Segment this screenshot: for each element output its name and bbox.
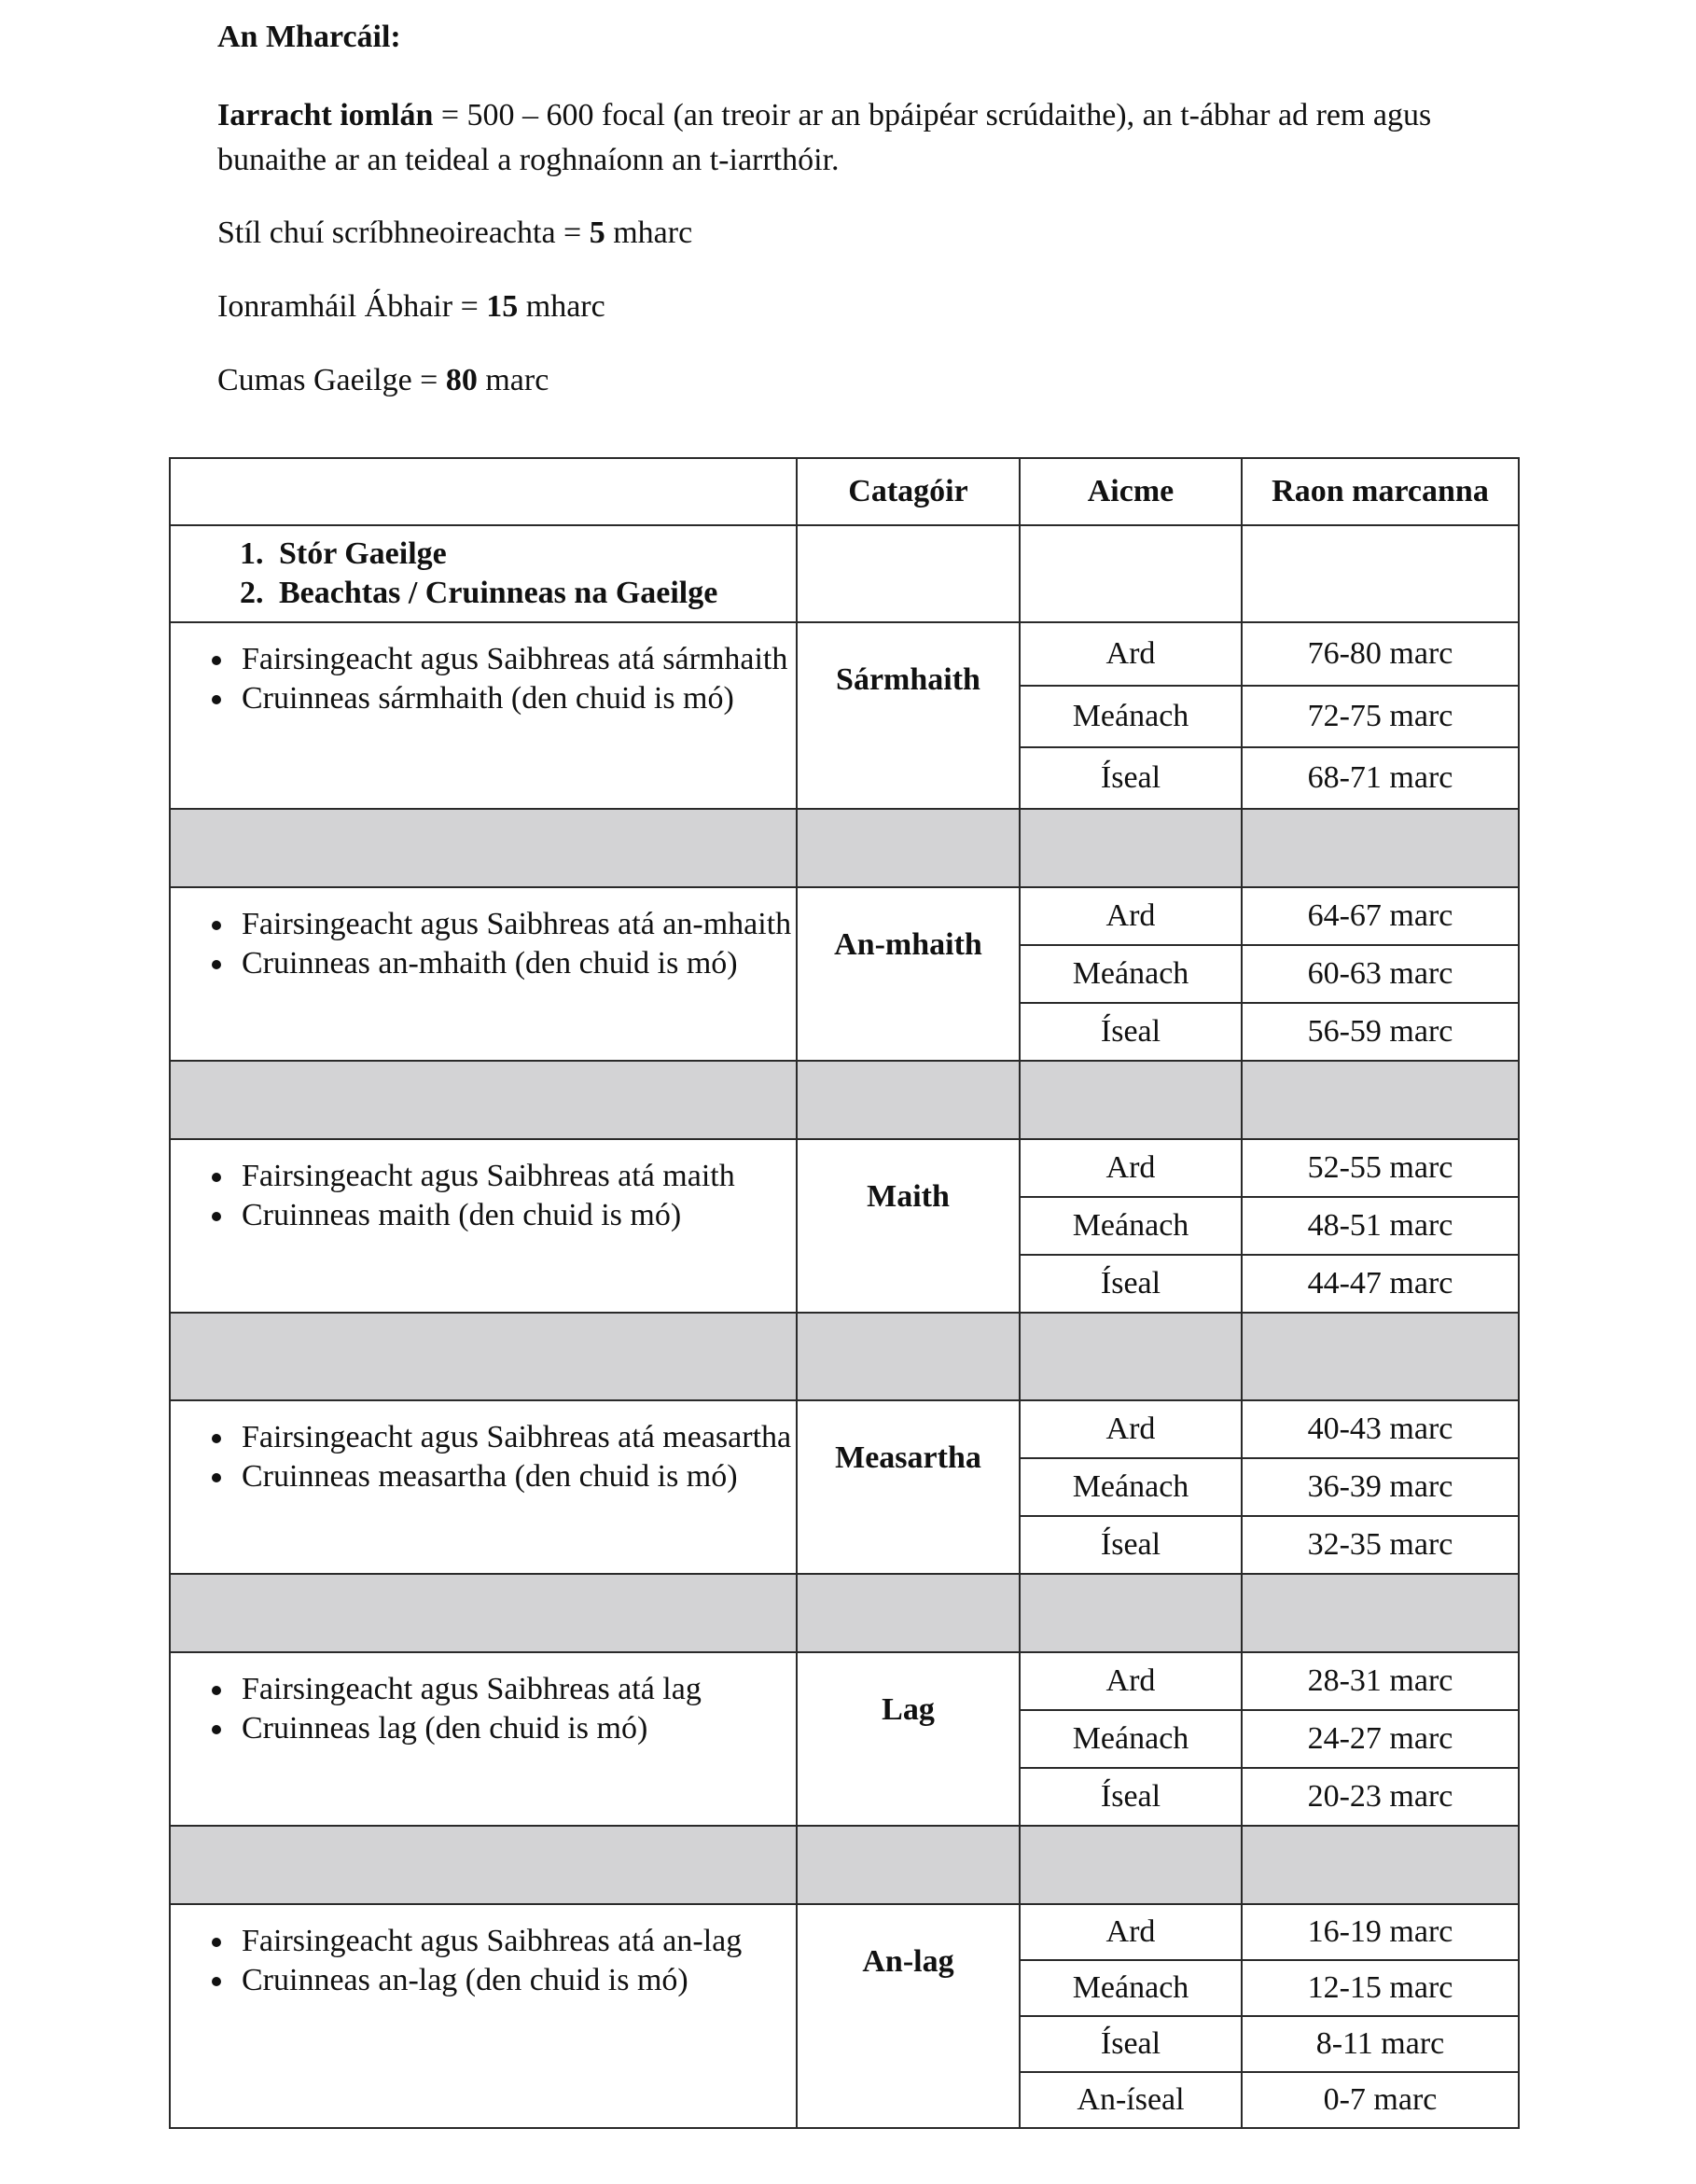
- category-bullet-list: [171, 1905, 796, 2000]
- aicme-cell: Íseal: [1020, 1003, 1242, 1061]
- table-header-row: [170, 458, 1519, 525]
- category-description-cell: [170, 1400, 797, 1574]
- separator-row: [170, 809, 1519, 887]
- category-name: An-lag: [797, 1904, 1020, 2128]
- raon-cell: 48-51 marc: [1242, 1197, 1519, 1255]
- raon-cell: 20-23 marc: [1242, 1768, 1519, 1826]
- separator-row: [170, 1826, 1519, 1904]
- separator-cell: [797, 1061, 1020, 1139]
- category-name: Measartha: [797, 1400, 1020, 1574]
- aicme-cell: Meánach: [1020, 945, 1242, 1003]
- category-bullet: • Cruinneas an-mhaith (den chuid is mó): [236, 944, 796, 983]
- category-description-cell: [170, 622, 797, 809]
- separator-cell: [170, 1313, 797, 1400]
- category-name: An-mhaith: [797, 887, 1020, 1061]
- criteria-row: [170, 525, 1519, 622]
- category-bullet-list: [171, 1140, 796, 1235]
- separator-cell: [1020, 1826, 1242, 1904]
- mark-unit: marc: [477, 363, 549, 397]
- separator-cell: [797, 1313, 1020, 1400]
- aicme-cell: Ard: [1020, 1904, 1242, 1960]
- category-description-cell: [170, 887, 797, 1061]
- category-bullet: • Fairsingeacht agus Saibhreas atá maith: [236, 1157, 796, 1196]
- raon-cell: 0-7 marc: [1242, 2072, 1519, 2128]
- category-bullet-list: [171, 623, 796, 718]
- criteria-item: 2. Beachtas / Cruinneas na Gaeilge: [271, 574, 796, 613]
- aicme-cell: Meánach: [1020, 1197, 1242, 1255]
- category-bullet: • Cruinneas maith (den chuid is mó): [236, 1196, 796, 1235]
- raon-cell: 12-15 marc: [1242, 1960, 1519, 2016]
- separator-cell: [797, 1574, 1020, 1652]
- separator-cell: [170, 809, 797, 887]
- aicme-cell: Meánach: [1020, 1710, 1242, 1768]
- separator-cell: [1020, 1574, 1242, 1652]
- raon-cell: 76-80 marc: [1242, 622, 1519, 686]
- aicme-cell: Meánach: [1020, 686, 1242, 747]
- band-row: [170, 1400, 1519, 1458]
- raon-cell: 40-43 marc: [1242, 1400, 1519, 1458]
- header-cell-catagoir: Catagóir: [797, 458, 1020, 525]
- mark-line-language: [217, 358, 1542, 403]
- separator-cell: [797, 809, 1020, 887]
- category-description-cell: [170, 1652, 797, 1826]
- category-name: Lag: [797, 1652, 1020, 1826]
- separator-row: [170, 1313, 1519, 1400]
- category-bullet: • Cruinneas sármhaith (den chuid is mó): [236, 679, 796, 718]
- separator-cell: [797, 1826, 1020, 1904]
- empty-cell: [1020, 525, 1242, 622]
- marking-table: [169, 457, 1520, 2129]
- mark-value: 15: [486, 289, 519, 324]
- aicme-cell: Ard: [1020, 887, 1242, 945]
- category-bullet: • Fairsingeacht agus Saibhreas atá an-lag: [236, 1922, 796, 1961]
- category-bullet: • Fairsingeacht agus Saibhreas atá lag: [236, 1670, 796, 1709]
- category-name: Sármhaith: [797, 622, 1020, 809]
- aicme-cell: Íseal: [1020, 1516, 1242, 1574]
- raon-cell: 36-39 marc: [1242, 1458, 1519, 1516]
- separator-row: [170, 1574, 1519, 1652]
- raon-cell: 60-63 marc: [1242, 945, 1519, 1003]
- mark-label: Cumas Gaeilge =: [217, 363, 446, 397]
- aicme-cell: Íseal: [1020, 1768, 1242, 1826]
- separator-cell: [170, 1574, 797, 1652]
- separator-cell: [1242, 1061, 1519, 1139]
- raon-cell: 72-75 marc: [1242, 686, 1519, 747]
- header-cell-aicme: Aicme: [1020, 458, 1242, 525]
- separator-cell: [1242, 1826, 1519, 1904]
- category-bullet: • Cruinneas measartha (den chuid is mó): [236, 1457, 796, 1496]
- raon-cell: 56-59 marc: [1242, 1003, 1519, 1061]
- mark-unit: mharc: [605, 216, 693, 250]
- empty-cell: [797, 525, 1020, 622]
- category-bullet: • Fairsingeacht agus Saibhreas atá sármhaith: [236, 640, 796, 679]
- separator-cell: [1020, 809, 1242, 887]
- mark-value: 80: [445, 363, 478, 397]
- header-cell-empty: [170, 458, 797, 525]
- separator-row: [170, 1061, 1519, 1139]
- category-description-cell: [170, 1139, 797, 1313]
- raon-cell: 68-71 marc: [1242, 747, 1519, 809]
- band-row: [170, 1139, 1519, 1197]
- band-row: [170, 1652, 1519, 1710]
- raon-cell: 24-27 marc: [1242, 1710, 1519, 1768]
- aicme-cell: Meánach: [1020, 1960, 1242, 2016]
- separator-cell: [170, 1061, 797, 1139]
- header-cell-raon: Raon marcanna: [1242, 458, 1519, 525]
- category-bullet: • Fairsingeacht agus Saibhreas atá measartha: [236, 1418, 796, 1457]
- aicme-cell: Íseal: [1020, 2016, 1242, 2072]
- separator-cell: [170, 1826, 797, 1904]
- separator-cell: [1242, 1313, 1519, 1400]
- aicme-cell: Íseal: [1020, 1255, 1242, 1313]
- mark-label: Stíl chuí scríbhneoireachta =: [217, 216, 590, 250]
- mark-label: Ionramháil Ábhair =: [217, 289, 487, 324]
- raon-cell: 32-35 marc: [1242, 1516, 1519, 1574]
- category-name: Maith: [797, 1139, 1020, 1313]
- category-bullet-list: [171, 1401, 796, 1496]
- mark-line-content: [217, 285, 1542, 329]
- aicme-cell: Ard: [1020, 1139, 1242, 1197]
- raon-cell: 44-47 marc: [1242, 1255, 1519, 1313]
- raon-cell: 8-11 marc: [1242, 2016, 1519, 2072]
- band-row: [170, 887, 1519, 945]
- separator-cell: [1242, 809, 1519, 887]
- page-heading: An Mharcáil:: [217, 20, 401, 54]
- category-bullet-list: [171, 888, 796, 983]
- aicme-cell: An-íseal: [1020, 2072, 1242, 2128]
- category-bullet-list: [171, 1653, 796, 1748]
- aicme-cell: Ard: [1020, 622, 1242, 686]
- raon-cell: 52-55 marc: [1242, 1139, 1519, 1197]
- separator-cell: [1020, 1061, 1242, 1139]
- category-bullet: • Fairsingeacht agus Saibhreas atá an-mhaith: [236, 905, 796, 944]
- intro-paragraph: [217, 93, 1542, 183]
- category-bullet: • Cruinneas an-lag (den chuid is mó): [236, 1961, 796, 2000]
- band-row: [170, 622, 1519, 686]
- raon-cell: 16-19 marc: [1242, 1904, 1519, 1960]
- category-description-cell: [170, 1904, 797, 2128]
- intro-bold-label: Iarracht iomlán: [217, 98, 434, 132]
- raon-cell: 28-31 marc: [1242, 1652, 1519, 1710]
- empty-cell: [1242, 525, 1519, 622]
- separator-cell: [1242, 1574, 1519, 1652]
- intro-text: = 500 – 600 focal (an treoir ar an bpáipéar scrúdaithe), an t-ábhar ad rem agus bunaithe ar an teideal a roghnaíonn an t-iarrthóir.: [217, 98, 1432, 177]
- criteria-item: 1. Stór Gaeilge: [271, 535, 796, 574]
- aicme-cell: Ard: [1020, 1400, 1242, 1458]
- raon-cell: 64-67 marc: [1242, 887, 1519, 945]
- criteria-list: [171, 535, 796, 613]
- mark-value: 5: [589, 216, 605, 250]
- aicme-cell: Ard: [1020, 1652, 1242, 1710]
- aicme-cell: Meánach: [1020, 1458, 1242, 1516]
- separator-cell: [1020, 1313, 1242, 1400]
- criteria-cell: [170, 525, 797, 622]
- category-bullet: • Cruinneas lag (den chuid is mó): [236, 1709, 796, 1748]
- band-row: [170, 1904, 1519, 1960]
- aicme-cell: Íseal: [1020, 747, 1242, 809]
- mark-line-style: [217, 211, 1542, 256]
- mark-unit: mharc: [518, 289, 605, 324]
